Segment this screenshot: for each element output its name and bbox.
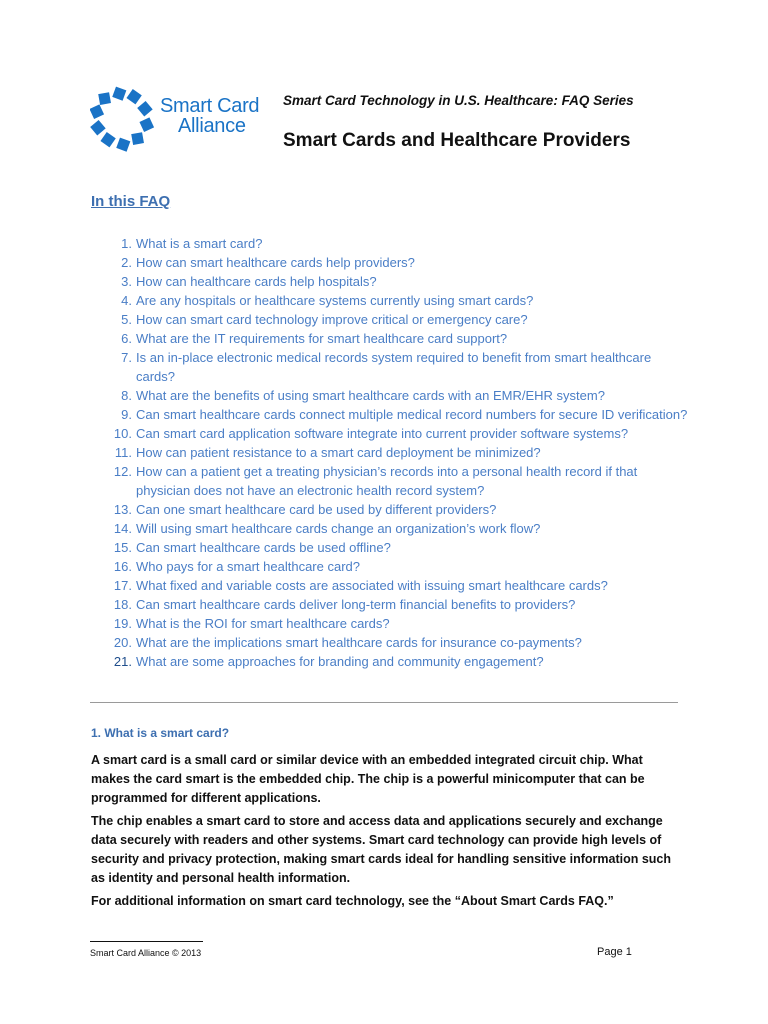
toc-item-number: 2. — [121, 255, 132, 270]
toc-item-number: 5. — [121, 312, 132, 327]
logo-text-line1: Smart Card — [160, 95, 260, 117]
toc-item-number: 20. — [113, 635, 132, 650]
toc-heading: In this FAQ — [91, 193, 171, 210]
toc-item[interactable] — [110, 652, 690, 671]
toc-item-link[interactable]: Can smart card application software integrate into current provider software systems? — [136, 426, 629, 441]
toc-item-number: 8. — [121, 388, 132, 403]
toc-item-number: 13. — [113, 502, 132, 517]
toc-item[interactable] — [110, 595, 690, 614]
toc-item[interactable] — [110, 329, 690, 348]
toc-item-number: 16. — [113, 559, 132, 574]
toc-item[interactable] — [110, 462, 690, 500]
toc-item[interactable] — [110, 310, 690, 329]
page-number: Page 1 — [597, 946, 632, 958]
paragraph-3: For additional information on smart card technology, see the “About Smart Cards FAQ.” — [91, 894, 614, 908]
toc-item-link[interactable]: Is an in-place electronic medical records system required to benefit from smart healthcare cards? — [136, 350, 652, 384]
toc-item-link[interactable]: Can smart healthcare cards deliver long-term financial benefits to providers? — [136, 597, 576, 612]
toc-list — [110, 234, 690, 671]
toc-item-link[interactable]: What are the implications smart healthcare cards for insurance co-payments? — [136, 635, 582, 650]
toc-item[interactable] — [110, 538, 690, 557]
toc-item[interactable] — [110, 291, 690, 310]
pinwheel-logo-icon — [90, 86, 156, 152]
footnote-rule — [90, 941, 203, 942]
toc-item[interactable] — [110, 633, 690, 652]
toc-item-link[interactable]: What are the IT requirements for smart healthcare card support? — [136, 331, 508, 346]
toc-item-number: 9. — [121, 407, 132, 422]
toc-item-link[interactable]: How can patient resistance to a smart card deployment be minimized? — [136, 445, 541, 460]
toc-item[interactable] — [110, 557, 690, 576]
toc-item-number: 21. — [113, 654, 132, 669]
toc-item-number: 7. — [121, 350, 132, 365]
toc-item[interactable] — [110, 253, 690, 272]
toc-item[interactable] — [110, 234, 690, 253]
logo-wordmark — [160, 96, 259, 136]
toc-item-link[interactable]: How can smart card technology improve critical or emergency care? — [136, 312, 528, 327]
section-heading: 1. What is a smart card? — [91, 726, 230, 740]
paragraph-1: A smart card is a small card or similar device with an embedded integrated circuit chip. What makes the card smart is the embedded chip. The chip is a powerful minicomputer that can be programmed for different applications. — [91, 753, 645, 805]
toc-item[interactable] — [110, 576, 690, 595]
toc-item-number: 6. — [121, 331, 132, 346]
toc-item[interactable] — [110, 272, 690, 291]
toc-item-link[interactable]: What fixed and variable costs are associated with issuing smart healthcare cards? — [136, 578, 608, 593]
toc-item[interactable] — [110, 348, 690, 386]
toc-item-link[interactable]: Will using smart healthcare cards change an organization’s work flow? — [136, 521, 541, 536]
toc-item-number: 1. — [121, 236, 132, 251]
toc-item-link[interactable]: How can smart healthcare cards help providers? — [136, 255, 415, 270]
toc-item-link[interactable]: Are any hospitals or healthcare systems currently using smart cards? — [136, 293, 534, 308]
logo-text-line2: Alliance — [178, 115, 246, 137]
footer-copyright: Smart Card Alliance © 2013 — [90, 948, 202, 958]
toc-item-link[interactable]: Can smart healthcare cards be used offline? — [136, 540, 391, 555]
toc-item-number: 11. — [114, 445, 132, 460]
toc-item-link[interactable]: Who pays for a smart healthcare card? — [136, 559, 360, 574]
toc-item-link[interactable]: How can healthcare cards help hospitals? — [136, 274, 377, 289]
page-title: Smart Cards and Healthcare Providers — [283, 130, 631, 151]
toc-item-number: 4. — [121, 293, 132, 308]
smart-card-alliance-logo — [90, 86, 260, 154]
paragraph-2: The chip enables a smart card to store and access data and applications securely and exchange data securely with readers and other systems. Smart card technology can provide high levels of security and privacy protection, making smart cards ideal for handling sensitive information such as identity and personal health information. — [91, 814, 672, 885]
toc-item[interactable] — [110, 443, 690, 462]
toc-item[interactable] — [110, 424, 690, 443]
toc-item-link[interactable]: What are the benefits of using smart healthcare cards with an EMR/EHR system? — [136, 388, 605, 403]
toc-item-link[interactable]: Can smart healthcare cards connect multiple medical record numbers for secure ID verification? — [136, 407, 688, 422]
toc-item-number: 3. — [121, 274, 132, 289]
toc-item[interactable] — [110, 386, 690, 405]
toc-item-link[interactable]: What is the ROI for smart healthcare cards? — [136, 616, 390, 631]
toc-item[interactable] — [110, 500, 690, 519]
toc-item[interactable] — [110, 519, 690, 538]
toc-item-number: 12. — [113, 464, 132, 479]
toc-item-number: 10. — [113, 426, 132, 441]
toc-item-link[interactable]: How can a patient get a treating physician’s records into a personal health record if that physician does not have an electronic health record system? — [136, 464, 638, 498]
toc-item-number: 19. — [113, 616, 132, 631]
toc-item-link[interactable]: Can one smart healthcare card be used by different providers? — [136, 502, 497, 517]
toc-item[interactable] — [110, 405, 690, 424]
toc-item-link[interactable]: What is a smart card? — [136, 236, 263, 251]
toc-item-number: 15. — [113, 540, 132, 555]
toc-item-number: 17. — [113, 578, 132, 593]
toc-item-number: 14. — [113, 521, 132, 536]
series-title: Smart Card Technology in U.S. Healthcare: FAQ Series — [283, 93, 634, 108]
toc-item-number: 18. — [113, 597, 132, 612]
toc-item-link[interactable]: What are some approaches for branding and community engagement? — [136, 654, 544, 669]
toc-item[interactable] — [110, 614, 690, 633]
section-divider — [90, 702, 678, 703]
